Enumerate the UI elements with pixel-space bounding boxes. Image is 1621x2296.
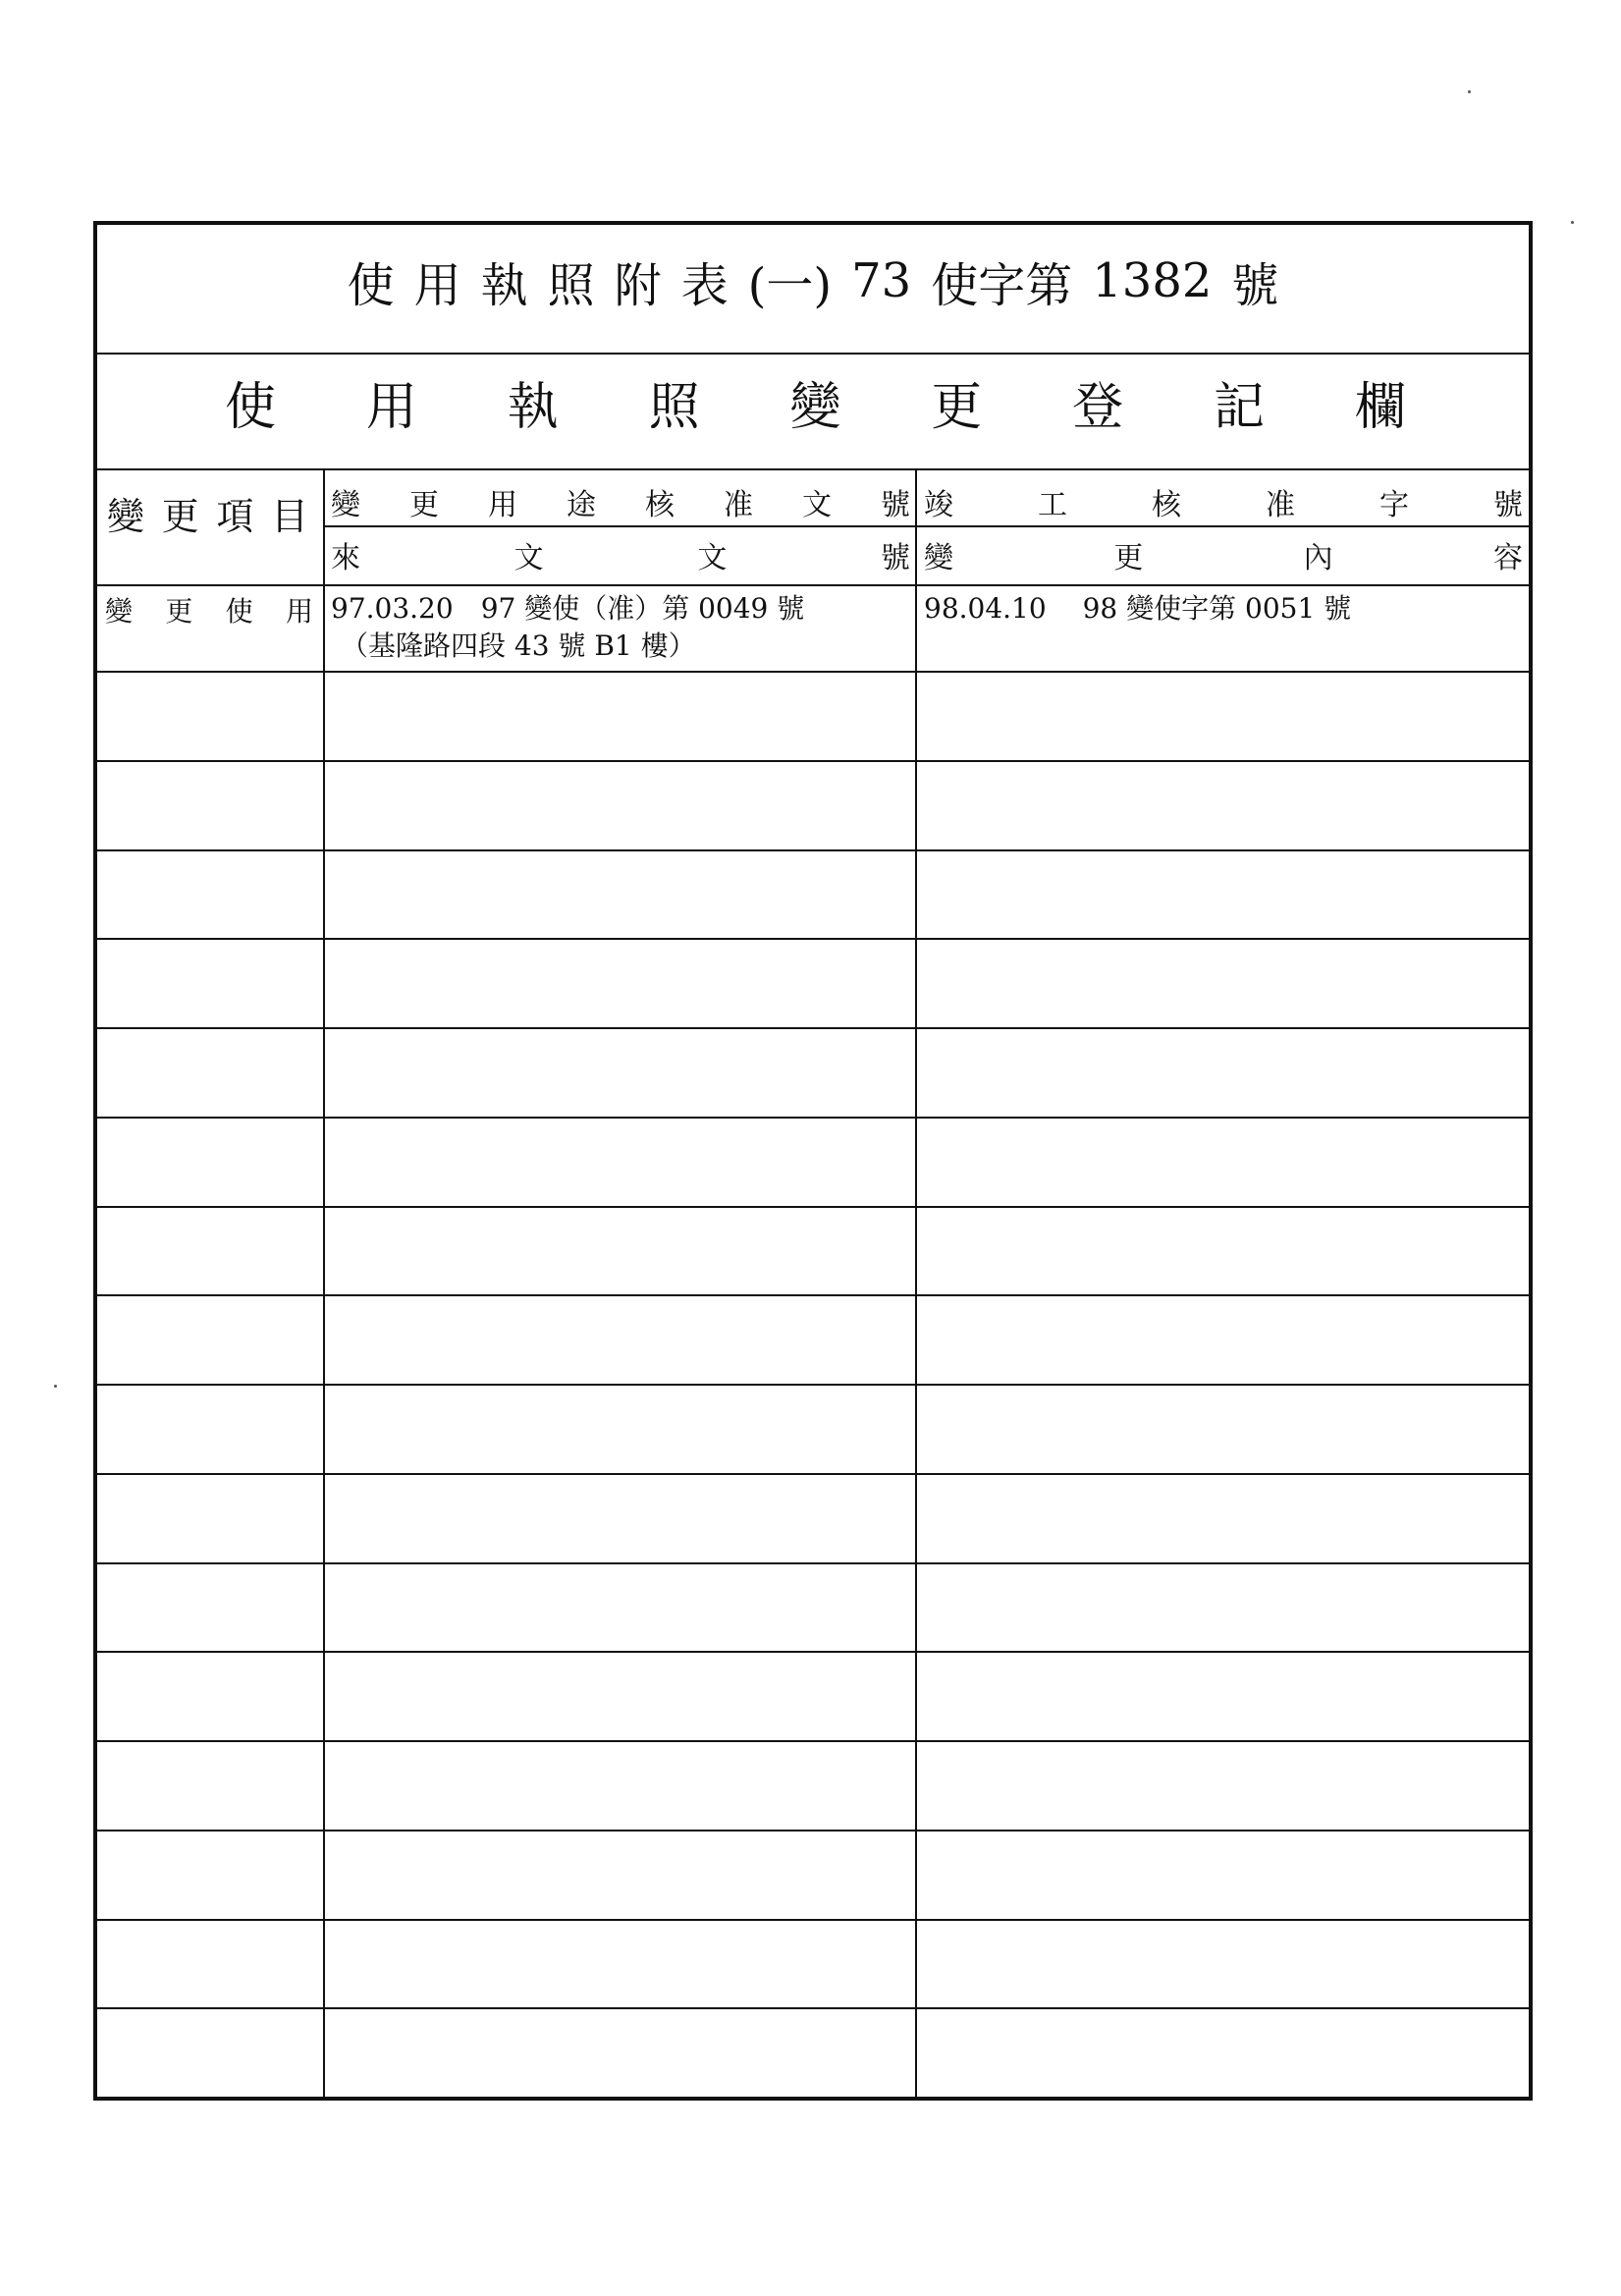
- register-title-char: 使: [225, 377, 277, 437]
- header-char: 文: [802, 488, 832, 522]
- row-item-char: 使: [225, 595, 253, 628]
- register-title-char: 執: [507, 377, 559, 437]
- title-part: 使: [347, 257, 395, 313]
- header-char: 用: [488, 488, 517, 522]
- row-divider: [97, 2007, 1529, 2009]
- row-change-item: [105, 590, 313, 629]
- scan-speck: [54, 1385, 57, 1388]
- header-char: 變: [107, 494, 145, 538]
- header-completion-no: [924, 478, 1523, 525]
- row-completion-no: 98.04.10 98 變使字第 0051 號: [924, 592, 1352, 625]
- row-item-char: 用: [285, 595, 313, 628]
- register-title-char: 用: [365, 377, 417, 437]
- divider: [97, 353, 1529, 355]
- header-char: 更: [409, 488, 439, 522]
- column-divider: [915, 468, 917, 2097]
- row-divider: [97, 1919, 1529, 1921]
- header-char: 准: [724, 488, 753, 522]
- header-change-item: [107, 478, 308, 547]
- row-approval-line1: 97.03.20 97 變使（准）第 0049 號: [331, 592, 805, 625]
- row-divider: [97, 1562, 1529, 1564]
- header-char: 文: [513, 541, 544, 575]
- title-part: 附: [614, 257, 662, 313]
- register-title-char: 登: [1072, 377, 1124, 437]
- row-item-char: 更: [165, 595, 193, 628]
- header-char: 變: [331, 488, 360, 522]
- register-title-char: 更: [931, 377, 983, 437]
- register-title-char: 記: [1214, 377, 1266, 437]
- registration-form: [93, 221, 1533, 2101]
- header-change-content: [924, 531, 1523, 578]
- scan-speck: [1468, 90, 1471, 93]
- divider: [97, 584, 1529, 586]
- row-divider: [97, 1294, 1529, 1296]
- row-approval-line2: （基隆路四段 43 號 B1 樓）: [341, 629, 696, 662]
- header-char: 號: [881, 488, 910, 522]
- title-part: 1382: [1092, 253, 1213, 308]
- title-part: 表: [680, 257, 729, 313]
- register-title: [225, 362, 1406, 441]
- register-title-char: 照: [648, 377, 700, 437]
- column-divider: [323, 468, 325, 2097]
- row-divider: [97, 760, 1529, 762]
- header-char: 竣: [924, 488, 953, 522]
- row-divider: [97, 938, 1529, 940]
- row-divider: [97, 1027, 1529, 1029]
- header-char: 項: [216, 494, 254, 538]
- title-part: 用: [413, 257, 461, 313]
- divider: [325, 525, 1529, 527]
- row-divider: [97, 1384, 1529, 1386]
- row-divider: [97, 1651, 1529, 1653]
- register-title-char: 變: [789, 377, 841, 437]
- header-char: 目: [270, 494, 308, 538]
- title-part: 號: [1231, 257, 1279, 313]
- header-incoming-doc-no: [331, 531, 910, 578]
- divider: [97, 671, 1529, 673]
- title-part: 73: [851, 253, 912, 308]
- form-title: [97, 246, 1529, 315]
- header-char: 工: [1038, 488, 1067, 522]
- row-item-char: 變: [105, 595, 134, 628]
- header-char: 來: [331, 541, 360, 575]
- header-char: 內: [1303, 541, 1333, 575]
- header-char: 號: [880, 541, 910, 575]
- header-char: 文: [697, 541, 728, 575]
- title-part: 使字第: [931, 257, 1073, 313]
- register-title-char: 欄: [1354, 377, 1406, 437]
- header-char: 途: [567, 488, 596, 522]
- row-divider: [97, 1117, 1529, 1119]
- scan-speck: [1571, 221, 1574, 224]
- row-divider: [97, 1740, 1529, 1742]
- row-divider: [97, 1206, 1529, 1208]
- header-char: 准: [1266, 488, 1295, 522]
- divider: [97, 468, 1529, 470]
- header-char: 容: [1492, 541, 1523, 575]
- row-divider: [97, 849, 1529, 851]
- header-char: 號: [1493, 488, 1523, 522]
- row-divider: [97, 1473, 1529, 1475]
- title-part: 執: [480, 257, 528, 313]
- header-char: 字: [1379, 488, 1409, 522]
- header-approval-no: [331, 478, 910, 525]
- header-char: 核: [645, 488, 675, 522]
- header-char: 更: [161, 494, 199, 538]
- header-char: 變: [924, 541, 953, 575]
- title-part: (一): [747, 257, 833, 313]
- header-char: 核: [1152, 488, 1181, 522]
- row-divider: [97, 1830, 1529, 1831]
- title-part: 照: [547, 257, 595, 313]
- header-char: 更: [1113, 541, 1144, 575]
